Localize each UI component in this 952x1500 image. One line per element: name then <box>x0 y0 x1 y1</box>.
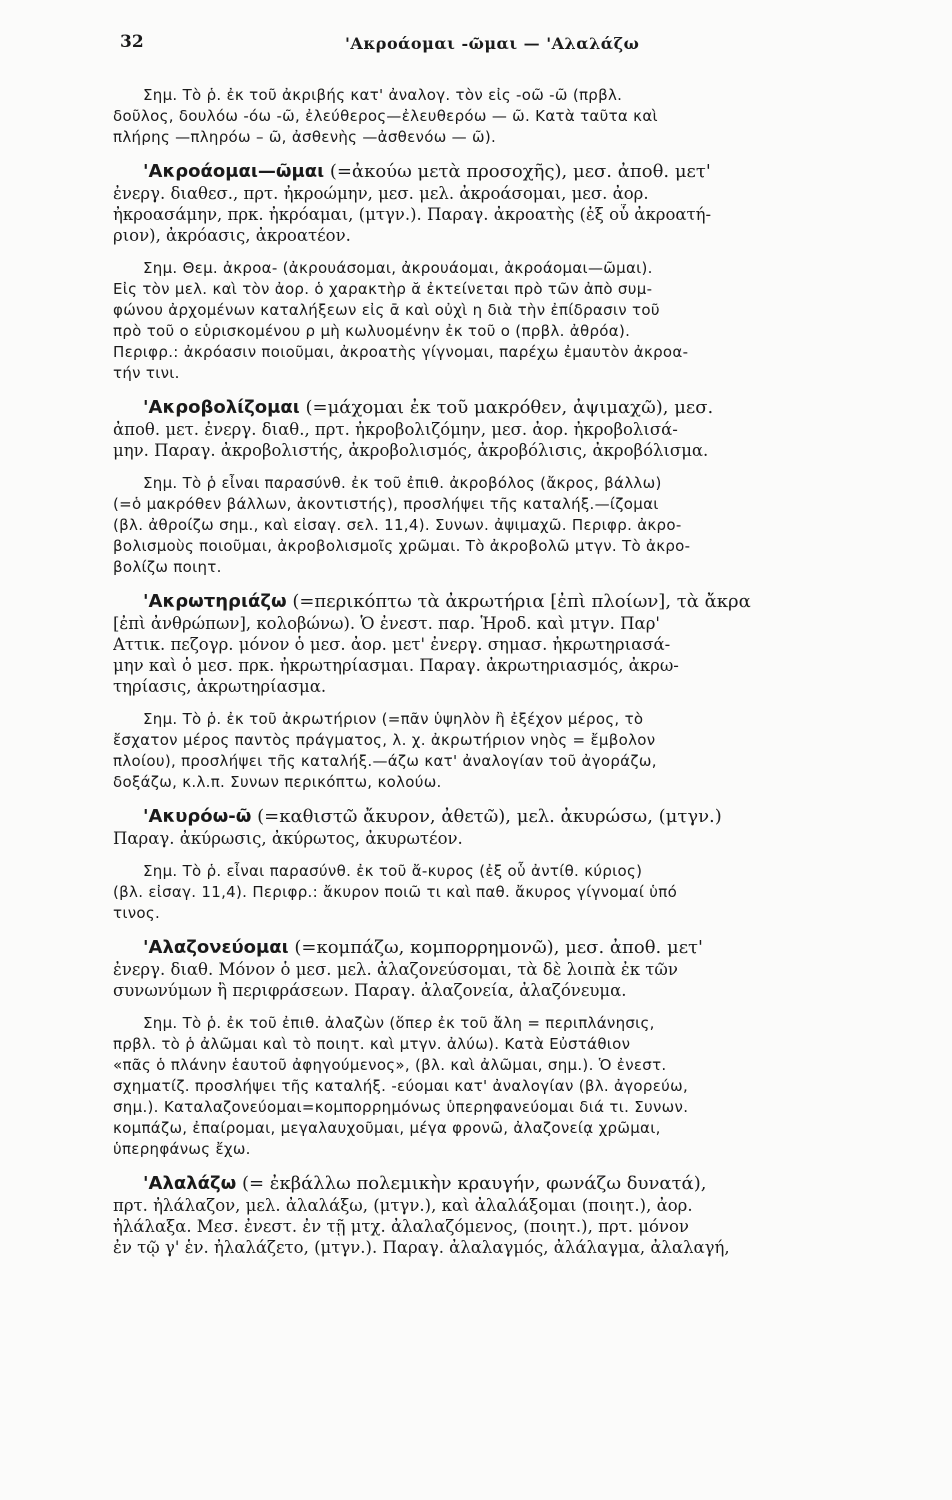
entry-line: 'Ακροάομαι—ῶμαι (=ἀκούω μετὰ προσοχῆς), μεσ. ἀποθ. μετ' <box>143 161 711 182</box>
dictionary-entry <box>113 590 913 697</box>
dictionary-entry <box>113 85 913 148</box>
entry-line: Σημ. Τὸ ῥ εἶναι παρασύνθ. ἐκ τοῦ ἐπιθ. ἀκροβόλος (ἄκρος, βάλλω) <box>143 474 662 492</box>
entry-line: [ἐπὶ ἀνθρώπων], κολοβώνω). Ὁ ἐνεστ. παρ. Ἡροδ. καὶ μτγν. Παρ' <box>113 614 660 633</box>
entry-line: 'Αλαζονεύομαι (=κομπάζω, κομπορρημονῶ), μεσ. ἀποθ. μετ' <box>143 937 703 958</box>
dictionary-content <box>113 85 913 1258</box>
entry-line: (=ὁ μακρόθεν βάλλων, ἀκοντιστής), προσλήψει τῆς καταλήξ.—ίζομαι <box>113 495 659 513</box>
dictionary-entry <box>113 936 913 1001</box>
dictionary-entry <box>113 160 913 246</box>
headword: 'Αλαλάζω <box>143 1173 237 1194</box>
entry-line: Σημ. Τὸ ῥ. εἶναι παρασύνθ. ἐκ τοῦ ἄ-κυρος (ἐξ οὗ ἀντίθ. κύριος) <box>143 862 643 880</box>
headword: 'Αλαζονεύομαι <box>143 937 289 958</box>
entry-line: ἠκροασάμην, πρκ. ἠκρόαμαι, (μτγν.). Παραγ. ἀκροατὴς (ἐξ οὗ ἀκροατή- <box>113 205 712 224</box>
dictionary-entry <box>113 709 913 793</box>
entry-line: τήν τινι. <box>113 364 180 382</box>
entry-line: πρβλ. τὸ ῥ ἀλῶμαι καὶ τὸ ποιητ. καὶ μτγν. ἀλύω). Κατὰ Εὐστάθιον <box>113 1035 631 1053</box>
headword: 'Ακρωτηριάζω <box>143 591 287 612</box>
entry-line: βολισμοὺς ποιοῦμαι, ἀκροβολισμοῖς χρῶμαι. Τὸ ἀκροβολῶ μτγν. Τὸ ἀκρο- <box>113 537 691 555</box>
entry-line: 'Ακρωτηριάζω (=περικόπτω τὰ ἀκρωτήρια [ἐπὶ πλοίων], τὰ ἄκρα <box>143 591 751 612</box>
entry-gap <box>113 793 913 805</box>
entry-line: ριον), ἀκρόασις, ἀκροατέον. <box>113 226 351 245</box>
running-head: 'Ακροάομαι -ῶμαι — 'Αλαλάζω <box>345 34 640 53</box>
entry-gap <box>113 697 913 709</box>
page-header <box>120 32 912 62</box>
entry-line: 'Ακυρόω-ῶ (=καθιστῶ ἄκυρον, ἀθετῶ), μελ. ἀκυρώσω, (μτγν.) <box>143 806 722 827</box>
entry-line: Παραγ. ἀκύρωσις, ἀκύρωτος, ἀκυρωτέον. <box>113 829 463 848</box>
headword: 'Ακροβολίζομαι <box>143 397 300 418</box>
entry-line: Σημ. Τὸ ῥ. ἐκ τοῦ ἀκριβής κατ' ἀναλογ. τὸν εἰς -οῶ -ῶ (πρβλ. <box>143 86 623 104</box>
entry-line: μην. Παραγ. ἀκροβολιστής, ἀκροβολισμός, ἀκροβόλισις, ἀκροβόλισμα. <box>113 441 709 460</box>
entry-line: ἀποθ. μετ. ἐνεργ. διαθ., πρτ. ἠκροβολιζόμην, μεσ. ἀορ. ἠκροβολισά- <box>113 420 678 439</box>
entry-gap <box>113 246 913 258</box>
dictionary-entry <box>113 1013 913 1160</box>
entry-line: τηρίασις, ἀκρωτηρίασμα. <box>113 677 327 696</box>
dictionary-entry <box>113 861 913 924</box>
entry-line: σχηματίζ. προσλήψει τῆς καταλήξ. -εύομαι κατ' ἀναλογίαν (βλ. ἀγορεύω, <box>113 1077 689 1095</box>
entry-line: Σημ. Θεμ. ἀκροα- (ἀκρουάσομαι, ἀκρουάομαι, ἀκροάομαι—ῶμαι). <box>143 259 653 277</box>
entry-line: κομπάζω, ἐπαίρομαι, μεγαλαυχοῦμαι, μέγα φρονῶ, ἀλαζονείᾳ χρῶμαι, <box>113 1119 661 1137</box>
entry-line: Σημ. Τὸ ῥ. ἐκ τοῦ ἀκρωτήριον (=πᾶν ὑψηλὸν ἢ ἐξέχον μέρος, τὸ <box>143 710 644 728</box>
entry-line: ἐνεργ. διαθεσ., πρτ. ἠκροώμην, μεσ. μελ. ἀκροάσομαι, μεσ. ἀορ. <box>113 184 649 203</box>
headword: 'Ακυρόω-ῶ <box>143 806 252 827</box>
entry-line: φώνου ἀρχομένων καταλήξεων εἰς ᾱ καὶ οὐχὶ η διὰ τὴν ἐπίδρασιν τοῦ <box>113 301 660 319</box>
entry-gap <box>113 148 913 160</box>
entry-line: ἠλάλαξα. Μεσ. ἐνεστ. ἐν τῇ μτχ. ἀλαλαζόμενος, (ποιητ.), πρτ. μόνον <box>113 1217 689 1236</box>
entry-gap <box>113 924 913 936</box>
dictionary-entry <box>113 258 913 384</box>
page-number: 32 <box>120 32 144 52</box>
entry-line: «πᾶς ὁ πλάνην ἑαυτοῦ ἀφηγούμενος», (βλ. καὶ ἀλῶμαι, σημ.). Ὁ ἐνεστ. <box>113 1056 667 1074</box>
entry-line: δοξάζω, κ.λ.π. Συνων περικόπτω, κολούω. <box>113 773 442 791</box>
entry-line: πλήρης —πληρόω – ῶ, ἀσθενὴς —ἀσθενόω — ῶ). <box>113 128 497 146</box>
entry-line: μην καὶ ὁ μεσ. πρκ. ἠκρωτηρίασμαι. Παραγ. ἀκρωτηριασμός, ἀκρω- <box>113 656 679 675</box>
dictionary-entry <box>113 473 913 578</box>
entry-gap <box>113 578 913 590</box>
entry-line: πλοίου), προσλήψει τῆς καταλήξ.—άζω κατ' ἀναλογίαν τοῦ ἀγοράζω, <box>113 752 657 770</box>
entry-line: ἔσχατον μέρος παντὸς πράγματος, λ. χ. ἀκρωτήριον νηὸς = ἔμβολον <box>113 731 656 749</box>
dictionary-entry <box>113 805 913 849</box>
dictionary-entry <box>113 1172 913 1258</box>
entry-gap <box>113 1001 913 1013</box>
entry-line: 'Ακροβολίζομαι (=μάχομαι ἐκ τοῦ μακρόθεν, ἀψιμαχῶ), μεσ. <box>143 397 714 418</box>
entry-line: ὑπερηφάνως ἔχω. <box>113 1140 251 1158</box>
entry-gap <box>113 461 913 473</box>
entry-line: συνωνύμων ἢ περιφράσεων. Παραγ. ἀλαζονεία, ἀλαζόνευμα. <box>113 981 627 1000</box>
entry-line: (βλ. εἰσαγ. 11,4). Περιφρ.: ἄκυρον ποιῶ τι καὶ παθ. ἄκυρος γίγνομαί ὑπό <box>113 883 678 901</box>
entry-line: τινος. <box>113 904 161 922</box>
entry-line: βολίζω ποιητ. <box>113 558 222 576</box>
entry-gap <box>113 849 913 861</box>
entry-line: ἐν τῷ γ' ἑν. ἠλαλάζετο, (μτγν.). Παραγ. ἀλαλαγμός, ἀλάλαγμα, ἀλαλαγή, <box>113 1238 730 1257</box>
entry-gap <box>113 1160 913 1172</box>
entry-line: Εἰς τὸν μελ. καὶ τὸν ἀορ. ὁ χαρακτὴρ ᾰ ἐκτείνεται πρὸ τῶν ἀπὸ συμ- <box>113 280 653 298</box>
entry-gap <box>113 384 913 396</box>
entry-line: (βλ. ἀθροίζω σημ., καὶ εἰσαγ. σελ. 11,4). Συνων. ἀψιμαχῶ. Περιφρ. ἀκρο- <box>113 516 682 534</box>
entry-line: σημ.). Καταλαζονεύομαι=κομπορρημόνως ὑπερηφανεύομαι διά τι. Συνων. <box>113 1098 689 1116</box>
entry-line: δοῦλος, δουλόω -όω -ῶ, ἐλεύθερος—ἐλευθερόω — ῶ. Κατὰ ταῦτα καὶ <box>113 107 658 125</box>
entry-line: πρὸ τοῦ ο εὑρισκομένου ρ μὴ κωλυομένην ἐκ τοῦ ο (πρβλ. ἀθρόα). <box>113 322 631 340</box>
entry-line: Αττικ. πεζογρ. μόνον ὁ μεσ. ἀορ. μετ' ἐνεργ. σημασ. ἠκρωτηριασά- <box>113 635 671 654</box>
entry-line: 'Αλαλάζω (= ἐκβάλλω πολεμικὴν κραυγήν, φωνάζω δυνατά), <box>143 1173 707 1194</box>
entry-line: Σημ. Τὸ ῥ. ἐκ τοῦ ἐπιθ. ἀλαζὼν (ὅπερ ἐκ τοῦ ἄλη = περιπλάνησις, <box>143 1014 655 1032</box>
dictionary-entry <box>113 396 913 461</box>
entry-line: Περιφρ.: ἀκρόασιν ποιοῦμαι, ἀκροατὴς γίγνομαι, παρέχω ἐμαυτὸν ἀκροα- <box>113 343 689 361</box>
entry-line: ἐνεργ. διαθ. Μόνον ὁ μεσ. μελ. ἀλαζονεύσομαι, τὰ δὲ λοιπὰ ἐκ τῶν <box>113 960 678 979</box>
entry-line: πρτ. ἠλάλαζον, μελ. ἀλαλάξω, (μτγν.), καὶ ἀλαλάξομαι (ποιητ.), ἀορ. <box>113 1196 693 1215</box>
headword: 'Ακροάομαι—ῶμαι <box>143 161 325 182</box>
